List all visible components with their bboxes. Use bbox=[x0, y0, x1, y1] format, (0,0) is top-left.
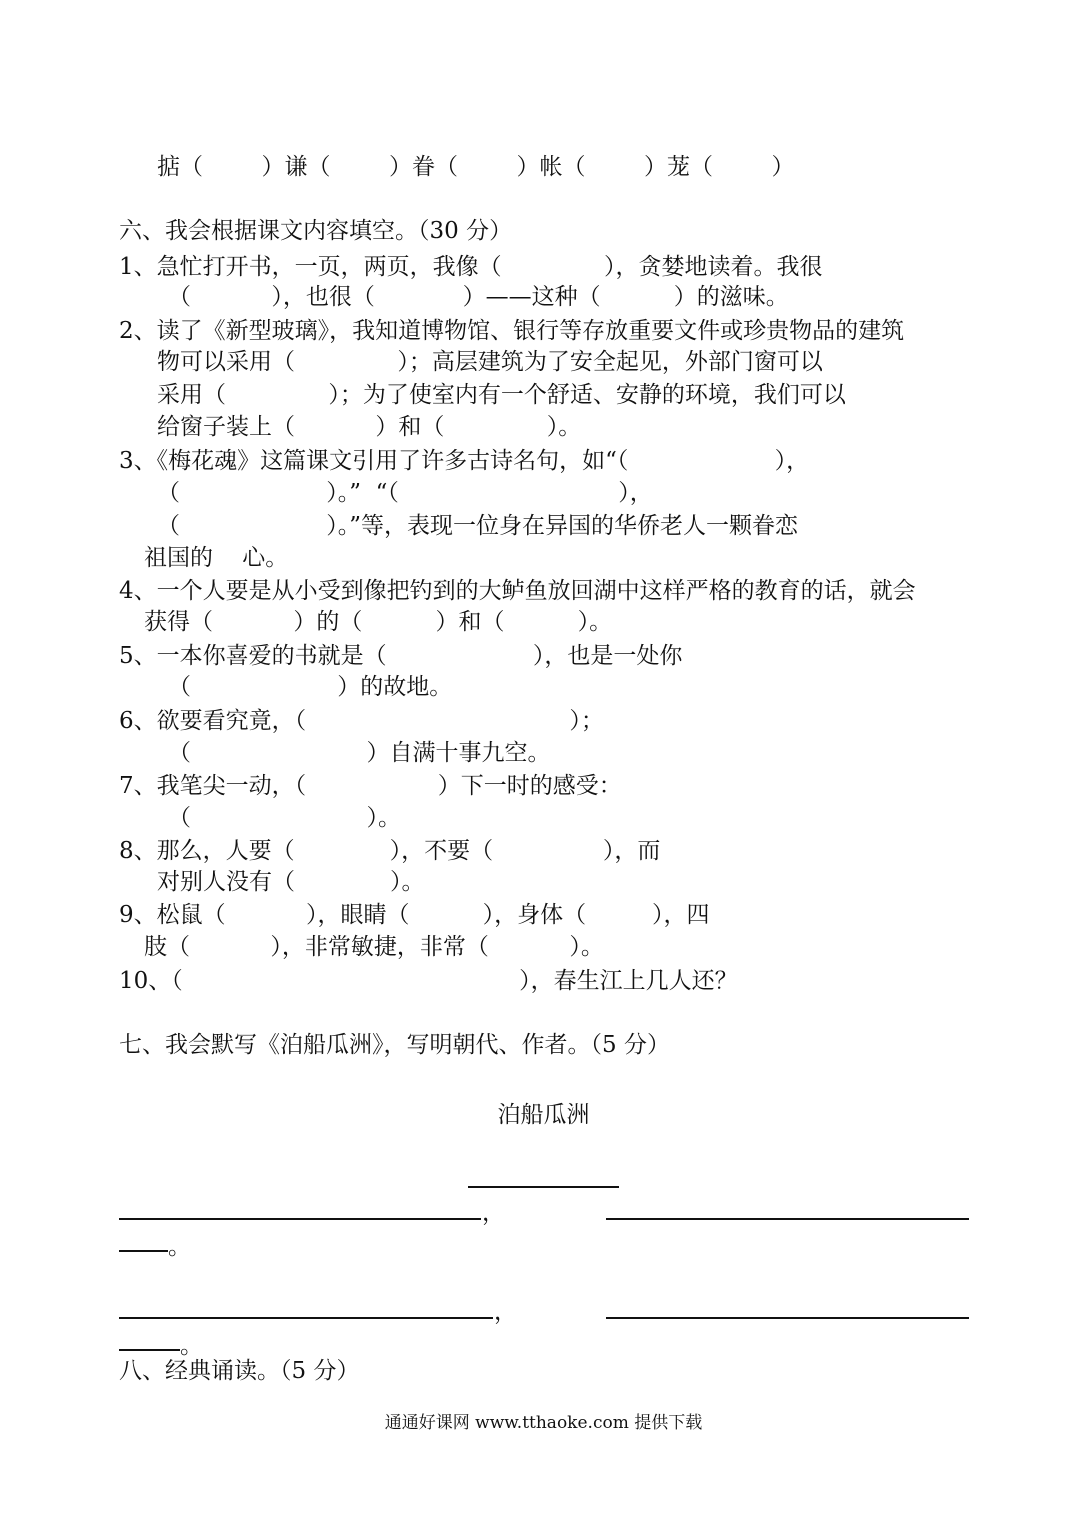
question-2-line-2: 物可以采用（ ）；高层建筑为了安全起见，外部门窗可以 bbox=[157, 349, 823, 375]
question-3-line-3: （ ）。”等，表现一位身在异国的华侨老人一颗眷恋 bbox=[157, 513, 798, 539]
period-1: 。 bbox=[168, 1234, 191, 1260]
poem-line-2-tail bbox=[119, 1349, 180, 1351]
question-9-line-1: 9、松鼠（ ），眼睛（ ），身体（ ），四 bbox=[119, 902, 710, 928]
comma-2: ， bbox=[494, 1299, 517, 1325]
poem-line-2-left bbox=[119, 1317, 493, 1319]
question-3-line-4: 祖国的 心。 bbox=[144, 545, 289, 571]
question-2-line-1: 2、读了《新型玻璃》，我知道博物馆、银行等存放重要文件或珍贵物品的建筑 bbox=[119, 318, 905, 344]
poem-line-1-tail bbox=[119, 1250, 168, 1252]
comma-1: ， bbox=[482, 1200, 505, 1226]
question-9-line-2: 肢（ ），非常敏捷，非常（ ）。 bbox=[144, 934, 604, 960]
question-8-line-2: 对别人没有（ ）。 bbox=[157, 869, 425, 895]
period-2: 。 bbox=[180, 1333, 203, 1359]
section-7-heading: 七、我会默写《泊船瓜洲》，写明朝代、作者。（5 分） bbox=[119, 1032, 670, 1058]
question-6-line-2: （ ）自满十事九空。 bbox=[168, 740, 551, 766]
question-10: 10、（ ），春生江上几人还？ bbox=[119, 968, 738, 994]
poem-line-1-right bbox=[606, 1218, 969, 1220]
question-7-line-1: 7、我笔尖一动，（ ）下一时的感受： bbox=[119, 773, 622, 799]
author-line bbox=[468, 1186, 619, 1188]
question-6-line-1: 6、欲要看究竟，（ ）； bbox=[119, 708, 604, 734]
question-2-line-4: 给窗子装上（ ）和（ ）。 bbox=[157, 414, 582, 440]
poem-line-2-right bbox=[606, 1317, 969, 1319]
question-4-line-1: 4、一个人要是从小受到像把钓到的大鲈鱼放回湖中这样严格的教育的话，就会 bbox=[119, 578, 916, 604]
question-5-line-2: （ ）的故地。 bbox=[168, 674, 453, 700]
question-2-line-3: 采用（ ）；为了使室内有一个舒适、安静的环境，我们可以 bbox=[157, 382, 846, 408]
question-5-line-1: 5、一本你喜爱的书就是（ ），也是一处你 bbox=[119, 643, 683, 669]
question-3-line-2: （ ）。” “（ ）， bbox=[157, 480, 653, 506]
question-1-line-2: （ ），也很（ ）——这种（ ）的滋味。 bbox=[168, 284, 789, 310]
question-7-line-2: （ ）。 bbox=[168, 805, 401, 831]
question-3-line-1: 3、《梅花魂》这篇课文引用了许多古诗名句，如“（ ）， bbox=[119, 448, 810, 474]
poem-line-1-left bbox=[119, 1218, 481, 1220]
question-1-line-1: 1、急忙打开书，一页，两页，我像（ ），贪婪地读着。我很 bbox=[119, 254, 823, 280]
poem-title: 泊船瓜洲 bbox=[497, 1102, 590, 1128]
section-8-heading: 八、经典诵读。（5 分） bbox=[119, 1358, 360, 1384]
question-8-line-1: 8、那么，人要（ ），不要（ ），而 bbox=[119, 838, 661, 864]
section-6-heading: 六、我会根据课文内容填空。（30 分） bbox=[119, 218, 513, 244]
page-footer: 通通好课网 www.tthaoke.com 提供下载 bbox=[384, 1413, 703, 1433]
question-4-line-2: 获得（ ）的（ ）和（ ）。 bbox=[144, 609, 613, 635]
char-row: 掂（ ）谦（ ）眷（ ）帐（ ）茏（ ） bbox=[157, 154, 795, 180]
